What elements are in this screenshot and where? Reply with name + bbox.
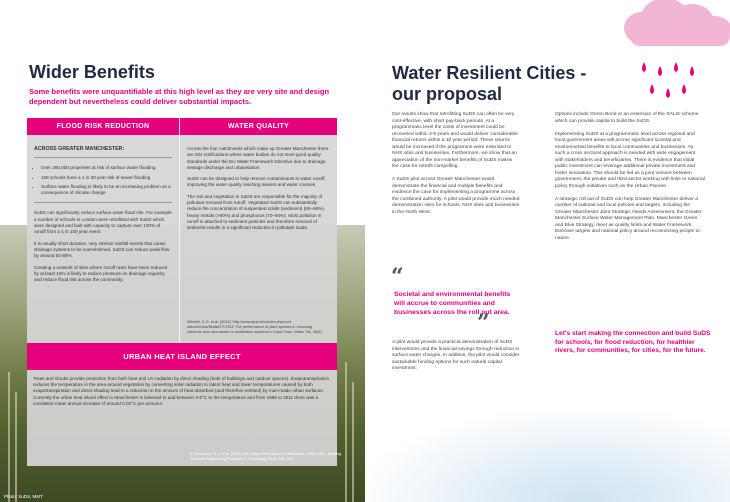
proposal-column-1-after xyxy=(392,340,520,379)
uhi-paragraph: Trees and shrubs provide protection from both heat and UV radiation by direct shading (both of buildings and outdoor spaces). Evapotranspiration reduces the temperature in the area around vegetation by converting solar radiation to latent heat and lower temperatures caused by both evapotranspiration and direct shading lead to a reduction in the amount of heat absorbed (and therefore emitted) by man-made urban surfaces. Currently the urban heat island effect in Manchester is believed to add between 3-6°C to the temperature and from 1996 to 2011 there was a consistent mean annual increase of around 0.02°C per annum4. xyxy=(33,376,330,406)
call-to-action: Let's start making the connection and build SuDS for schools, for flood reduction, for healthier rivers, for communities, for cities, for the future. xyxy=(555,330,711,355)
flood-paragraph: SuDS can significantly reduce surface water flood risk. For example a number of schools in London were retrofitted with SuDS which were designed and built with capacity to capture over 100% of runoff from a 1 in 100 year event. xyxy=(34,210,172,235)
grass-blade xyxy=(345,362,347,502)
column-divider xyxy=(179,135,180,343)
page-title: Wider Benefits xyxy=(29,62,155,82)
proposal-paragraph: A pilot would provide a practical demonstration of SuDS interventions and the financial savings through reduction in surface water charges. In addition, the pilot would consider sustainable funding options for such natural capital investment. xyxy=(392,340,520,371)
water-paragraph: SuDS can be designed to help remove contaminants in water runoff, improving the water quality reaching sewers and water courses. xyxy=(187,176,326,188)
uhi-reference: 4 Levermore, G.J. et al. (2015) The Urban Heat Island in Manchester 1996–2011. Building Services Engineering Research & Technology 36(3) 343–356 xyxy=(190,452,342,461)
proposal-column-2 xyxy=(555,112,705,249)
open-quote-icon: “ xyxy=(391,264,404,290)
proposal-paragraph: Implementing SuDS at a programmatic level across regional and local government areas will accrue significant societal and environmental benefits to local communities and businesses. As such a cross sectoral approach is needed with wide engagement with stakeholders and beneficiaries. There is evidence that initial public investment can leverage additional private investment and foster innovation. This should be led as a joint venture between government, the private and third sector working with links to national policy through initiatives such as the Urban Pioneer. xyxy=(555,131,705,189)
flood-bullets xyxy=(34,165,172,196)
proposal-title: Water Resilient Cities - our proposal xyxy=(392,63,587,104)
pull-quote: Societal and environmental benefits will accrue to communities and businesses across the roll out area. xyxy=(394,291,511,316)
flood-bullet: • Over 260,000 properties at risk of surface water flooding xyxy=(41,165,172,171)
water-paragraph: Across the four catchments which make up Greater Manchester there are 204 notifications where water bodies do not meet good quality standards under the EU Water Framework Directive due to drainage, sewage discharge and urbanisation. xyxy=(187,146,329,170)
proposal-column-1 xyxy=(392,112,520,223)
flood-bullet: • 158 schools have a 1 in 30 year risk of sewer flooding xyxy=(41,175,172,181)
page-subtitle: Some benefits were unquantifiable at this high level as they are very site and design dependent but nevertheless could deliver substantial impacts. xyxy=(29,87,330,106)
uhi-heading: URBAN HEAT ISLAND EFFECT xyxy=(27,343,337,370)
right-page xyxy=(365,0,730,502)
photo-credit: Photo: SuDS, MMT xyxy=(4,494,43,499)
flood-divider xyxy=(34,157,172,158)
water-paragraph: The soil and vegetation in SuDS are responsible for the majority of pollutant removal from runoff. Vegetated SuDS can substantially reduce the concentration of suspended solids (sediment) (60–96%), heavy metals (>90%) and phosphorus (70–94%). Most pollution in runoff is attached to sediment particles and therefore removal of sediment results in a significant reduction in pollutant loads. xyxy=(187,193,325,231)
water-quality-heading: WATER QUALITY xyxy=(180,118,337,135)
proposal-paragraph: A SuDS pilot across Greater Manchester would demonstrate the financial and multiple benefits and evidence the case for implementing a programme across the combined authority. A pilot would provide much needed demonstration sites for schools, NHS sites and businesses in the North West. xyxy=(392,177,520,215)
grass-blade xyxy=(15,392,17,502)
flood-paragraph: Creating a network of sites where runoff rates have been reduced by at least 10% is likely to reduce pressure on drainage capacity and reduce flood risk across the community. xyxy=(34,264,168,283)
proposal-paragraph: Our results show that retrofitting SuDS can often be very cost-effective, with short pay-back periods. At a programmatic level the costs of investment could be recovered within 3-5 years and would deliver considerable financial returns within a 10 year period. These returns would be increased if the programme were extended to NHS sites and businesses. Furthermore, we show that an appreciation of the non-market benefits of SuDS makes the case for retrofit compelling. xyxy=(392,112,518,169)
flood-bullet: • Surface water flooding is likely to be an increasing problem as a consequence of climate change xyxy=(41,184,172,197)
water-quality-column xyxy=(187,146,330,237)
grass-blade xyxy=(352,382,354,502)
proposal-paragraph: Options include Green Bond or an extension of the SALIX scheme which can provide capital to build the SuDS. xyxy=(555,112,699,124)
proposal-paragraph: A strategic roll out of SuDS can help Greater Manchester deliver a number of national and local policies and targets, including the Greater Manchester Joint Strategic Needs Assessment, the Greater Manchester Surface Water Management Plan, Manchester Green and Blue Strategy, meet air quality limits and Water Framework Directive targets and national policy around reconnecting people to nature. xyxy=(555,196,702,241)
water-splash-image xyxy=(365,410,730,502)
flood-column xyxy=(34,146,172,288)
grass-blade xyxy=(8,372,10,502)
flood-heading: FLOOD RISK REDUCTION xyxy=(27,118,179,135)
flood-subheading: ACROSS GREATER MANCHESTER: xyxy=(34,146,125,152)
cloud-rain-icon xyxy=(610,0,730,120)
flood-paragraph: It is usually short duration, very intense rainfall events that cause drainage systems to be overwhelmed. SuDS can reduce peak flow by around 50-80%. xyxy=(34,240,170,259)
water-reference: Mitchell, S.G. et al. (2016) 'http://www.apsi.info/index.php/cust articles/view/fieldid/7/17263' The performance of plant species in removing nutrients from stormwater in biofiltration systems in Cape Town. Water SA, 36(5) xyxy=(187,320,322,334)
flood-divider xyxy=(34,202,172,203)
close-quote-icon: ” xyxy=(477,310,490,336)
